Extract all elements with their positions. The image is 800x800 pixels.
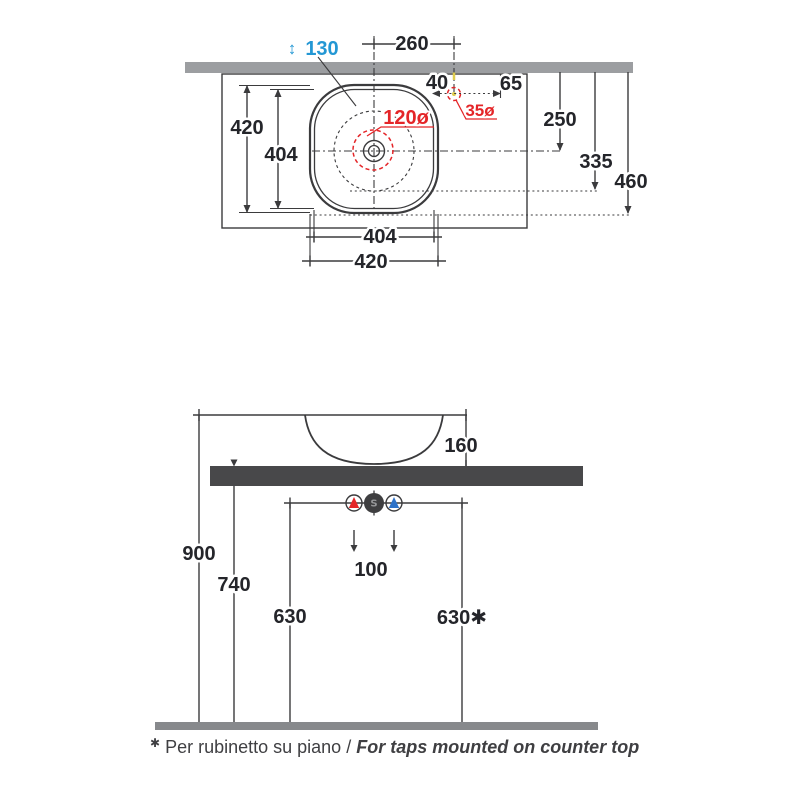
dim-404-left-label: 404 (264, 144, 298, 166)
dim-65-label: 65 (499, 73, 523, 95)
dim-260-label: 260 (395, 33, 429, 55)
updown-arrow-icon: ↕ (287, 39, 297, 58)
height-arrows-icon (288, 39, 297, 58)
dim-335-label: 335 (579, 151, 613, 173)
arrow-down (275, 201, 282, 209)
footnote-english: For taps mounted on counter top (356, 737, 640, 757)
arrow-down-740 (231, 460, 238, 467)
arrow-up (244, 85, 251, 93)
front-view-elevation (155, 409, 598, 730)
footnote (150, 736, 639, 757)
dim-250-label: 250 (543, 109, 577, 131)
dim-630-star-label: 630✱ (436, 607, 488, 629)
dim-900-label: 900 (182, 543, 216, 565)
wall-bar-top-view (185, 62, 633, 73)
dim-120-label (383, 107, 429, 129)
footnote-italian: Per rubinetto su piano (165, 737, 342, 757)
drain-area-circle-120 (353, 130, 393, 170)
footnote-separator: / (346, 737, 352, 757)
arrow-up (275, 89, 282, 97)
drain-icon (364, 491, 384, 516)
drain-glyph: S (370, 498, 378, 510)
dim-404-bottom-label: 404 (363, 226, 397, 248)
dim-120-text: 120ø (383, 107, 429, 129)
dim-35-text: 35ø (465, 101, 495, 120)
arrow-down (557, 143, 564, 151)
dim-40-label: 40 (425, 72, 449, 94)
dim-420-bottom-label: 420 (354, 251, 388, 273)
top-view-plan (185, 33, 648, 273)
dim-160-label: 160 (444, 435, 478, 457)
arrow-down (592, 182, 599, 190)
arrow-down (391, 545, 398, 552)
dim-740-label: 740 (217, 574, 251, 596)
asterisk-marker: ✱ (150, 736, 161, 750)
dim-35-label (465, 101, 495, 120)
arrow-down (351, 545, 358, 552)
dim-420-left-label: 420 (230, 117, 264, 139)
dim-130-label (305, 38, 338, 60)
floor-bar (155, 722, 598, 730)
arrow-down (244, 205, 251, 213)
dim-630-label: 630 (273, 606, 307, 628)
arrow-down (625, 206, 632, 214)
dim-100-label: 100 (354, 559, 388, 581)
basin-bowl-profile (305, 415, 443, 464)
dim-460-label: 460 (614, 171, 648, 193)
footnote-text (150, 736, 639, 757)
dim-130-text: 130 (305, 38, 339, 60)
countertop-slab (210, 466, 583, 486)
